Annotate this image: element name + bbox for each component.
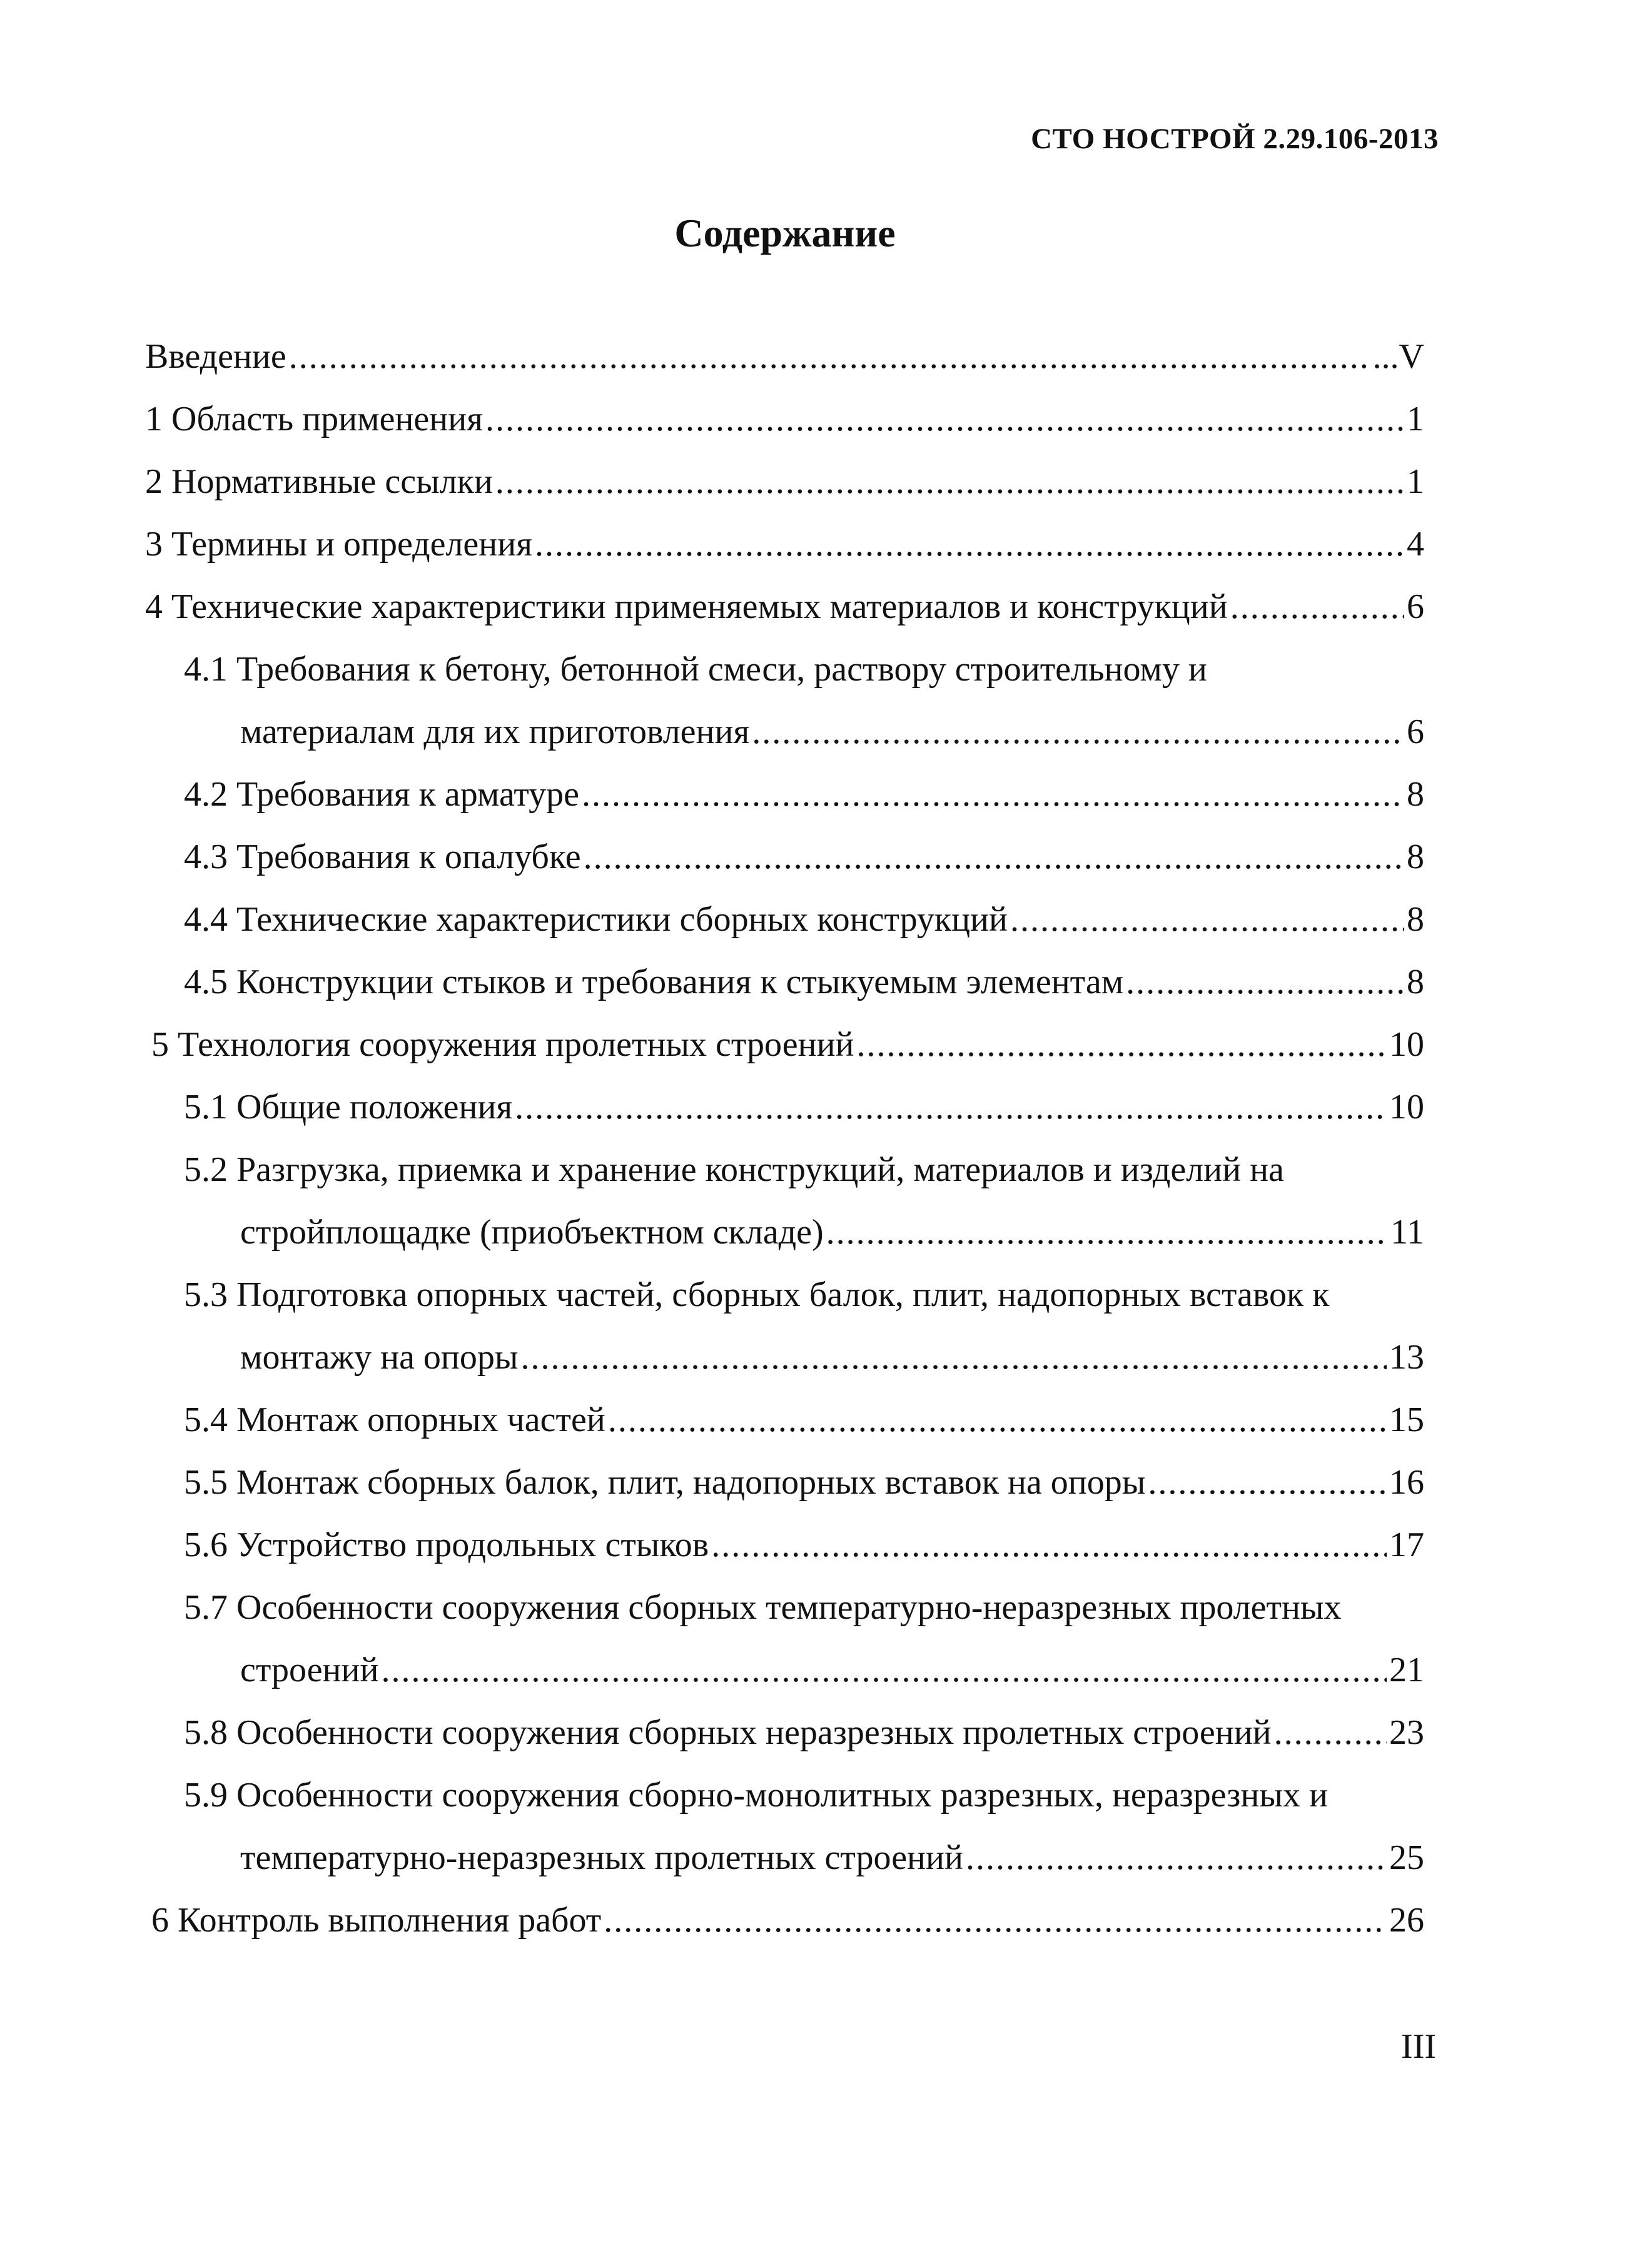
dot-leader (584, 826, 1404, 888)
toc-entry (145, 1889, 1424, 1952)
toc-entry (145, 1138, 1424, 1201)
toc-entry (145, 701, 1424, 763)
toc-entry-text: 5.7 Особенности сооружения сборных температурно-неразрезных пролетных (184, 1588, 1342, 1627)
toc-entry-text: 4.1 Требования к бетону, бетонной смеси, раствору строительному и (184, 650, 1207, 689)
toc-entry-text: 6 Контроль выполнения работ (151, 1901, 602, 1940)
toc-entry (145, 1013, 1424, 1076)
toc-entry-text: материалам для их приготовления (240, 712, 750, 751)
toc-entry-text: монтажу на опоры (240, 1338, 519, 1377)
dot-leader (381, 1639, 1387, 1701)
toc-entry (145, 388, 1424, 450)
dot-leader (495, 450, 1404, 513)
dot-leader (826, 1201, 1388, 1263)
document-code: СТО НОСТРОЙ 2.29.106-2013 (1031, 123, 1439, 155)
toc-entry (145, 826, 1424, 888)
toc-entry-page: 8 (1407, 838, 1424, 876)
toc-entry-page: 8 (1407, 775, 1424, 814)
table-of-contents (145, 325, 1424, 1952)
dot-leader (604, 1889, 1387, 1952)
toc-entry-page: 21 (1389, 1651, 1424, 1689)
toc-entry-text: 1 Область применения (145, 400, 483, 438)
toc-entry (145, 1514, 1424, 1576)
toc-entry-text: 5.5 Монтаж сборных балок, плит, надопорных вставок на опоры (184, 1463, 1146, 1502)
toc-entry-page: 1 (1407, 462, 1424, 501)
toc-entry (145, 450, 1424, 513)
toc-entry-text: стройплощадке (приобъектном складе) (240, 1213, 824, 1252)
dot-leader (515, 1076, 1387, 1138)
toc-entry (145, 1389, 1424, 1451)
dot-leader (485, 388, 1404, 450)
toc-entry (145, 1701, 1424, 1764)
dot-leader (289, 325, 1370, 388)
toc-entry-text: 5.4 Монтаж опорных частей (184, 1400, 605, 1439)
toc-entry-page: 1 (1407, 400, 1424, 438)
page-title: Содержание (674, 211, 896, 255)
toc-entry-text: 4 Технические характеристики применяемых материалов и конструкций (145, 587, 1228, 626)
toc-entry-text: 4.2 Требования к арматуре (184, 775, 579, 814)
toc-entry-text: 5 Технология сооружения пролетных строений (151, 1025, 854, 1064)
toc-entry (145, 1076, 1424, 1138)
toc-entry (145, 888, 1424, 951)
toc-entry-page: 17 (1389, 1526, 1424, 1564)
toc-entry-text: 4.3 Требования к опалубке (184, 838, 581, 876)
dot-leader (1010, 888, 1404, 951)
dot-leader (966, 1826, 1387, 1889)
toc-entry-page: 10 (1389, 1088, 1424, 1126)
toc-entry-page: ...V (1372, 337, 1424, 376)
toc-entry-text: 4.4 Технические характеристики сборных конструкций (184, 900, 1008, 939)
dot-leader (521, 1326, 1387, 1389)
toc-entry-page: 26 (1389, 1901, 1424, 1940)
dot-leader (711, 1514, 1387, 1576)
toc-entry-text: 5.6 Устройство продольных стыков (184, 1526, 709, 1564)
toc-entry-page: 10 (1389, 1025, 1424, 1064)
toc-entry-page: 23 (1389, 1713, 1424, 1752)
dot-leader (1274, 1701, 1387, 1764)
toc-entry-page: 11 (1390, 1213, 1424, 1252)
dot-leader (535, 513, 1404, 575)
dot-leader (752, 701, 1404, 763)
toc-entry-text: 4.5 Конструкции стыков и требования к стыкуемым элементам (184, 963, 1124, 1001)
toc-entry-page: 25 (1389, 1838, 1424, 1877)
toc-entry-text: 5.3 Подготовка опорных частей, сборных балок, плит, надопорных вставок к (184, 1275, 1330, 1314)
toc-entry-text: 2 Нормативные ссылки (145, 462, 493, 501)
toc-entry-text: 5.9 Особенности сооружения сборно-монолитных разрезных, неразрезных и (184, 1776, 1328, 1815)
toc-entry (145, 513, 1424, 575)
toc-entry-text: 5.2 Разгрузка, приемка и хранение конструкций, материалов и изделий на (184, 1150, 1284, 1189)
dot-leader (608, 1389, 1387, 1451)
toc-entry (145, 1451, 1424, 1514)
page-number: III (1401, 2027, 1436, 2066)
toc-entry-text: температурно-неразрезных пролетных строений (240, 1838, 963, 1877)
toc-entry-page: 13 (1389, 1338, 1424, 1377)
toc-entry-page: 15 (1389, 1400, 1424, 1439)
toc-entry-page: 16 (1389, 1463, 1424, 1502)
toc-entry (145, 763, 1424, 826)
toc-entry-page: 4 (1407, 525, 1424, 564)
toc-entry (145, 575, 1424, 638)
toc-entry (145, 1263, 1424, 1326)
toc-entry-page: 6 (1407, 587, 1424, 626)
toc-entry (145, 1639, 1424, 1701)
toc-entry-text: 3 Термины и определения (145, 525, 532, 564)
toc-entry (145, 951, 1424, 1013)
toc-entry (145, 1201, 1424, 1263)
toc-entry (145, 1826, 1424, 1889)
dot-leader (1126, 951, 1404, 1013)
toc-entry-page: 8 (1407, 963, 1424, 1001)
toc-entry-text: строений (240, 1651, 379, 1689)
dot-leader (857, 1013, 1387, 1076)
toc-entry (145, 325, 1424, 388)
dot-leader (582, 763, 1404, 826)
toc-entry-text: Введение (145, 337, 286, 376)
toc-entry-page: 6 (1407, 712, 1424, 751)
toc-entry-text: 5.1 Общие положения (184, 1088, 513, 1126)
dot-leader (1148, 1451, 1387, 1514)
toc-entry (145, 638, 1424, 701)
toc-entry (145, 1576, 1424, 1639)
toc-entry-text: 5.8 Особенности сооружения сборных неразрезных пролетных строений (184, 1713, 1272, 1752)
toc-entry-page: 8 (1407, 900, 1424, 939)
toc-entry (145, 1326, 1424, 1389)
toc-entry (145, 1764, 1424, 1826)
dot-leader (1230, 575, 1404, 638)
